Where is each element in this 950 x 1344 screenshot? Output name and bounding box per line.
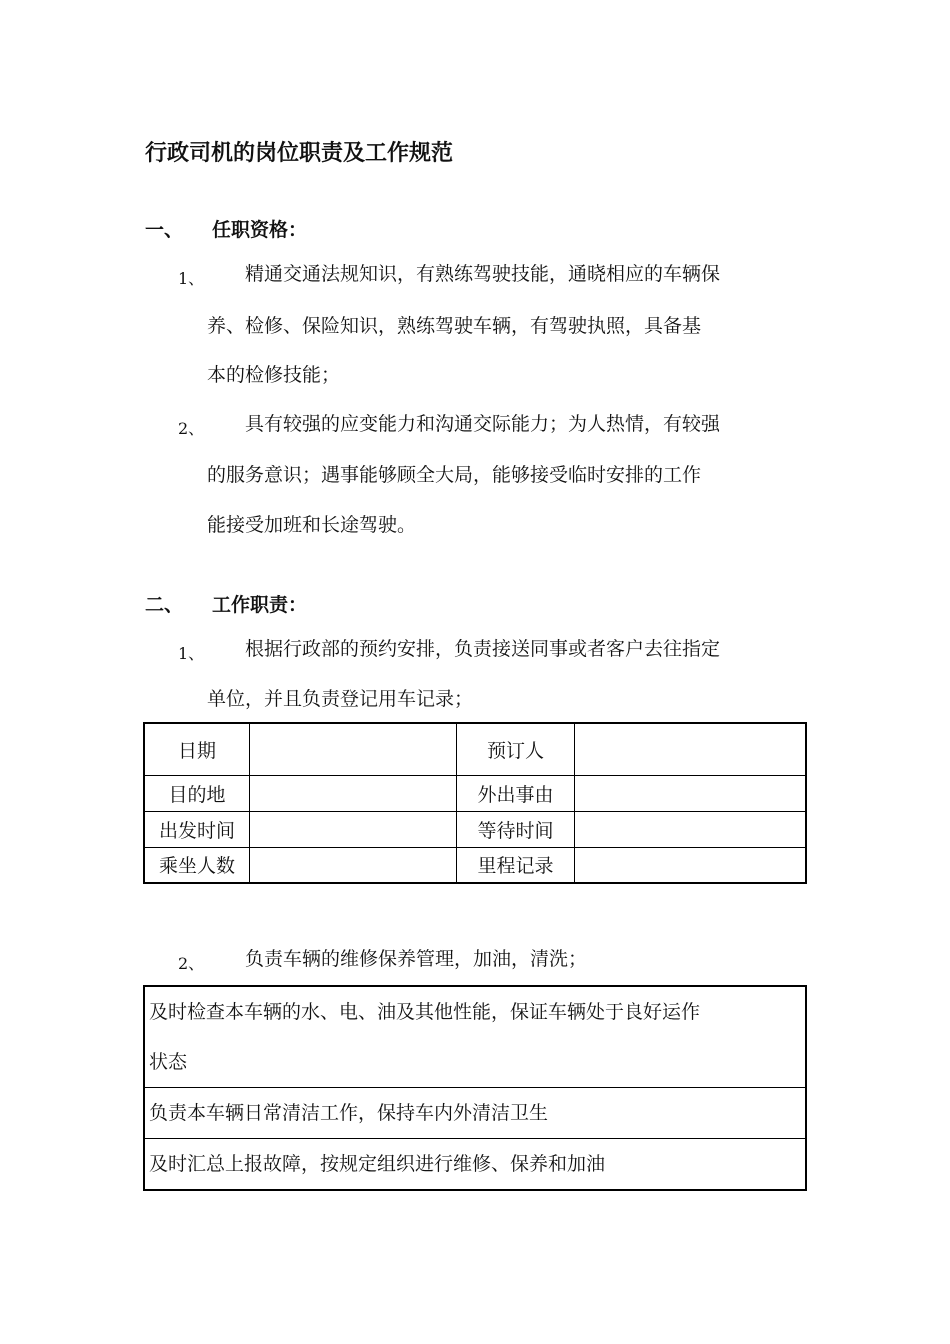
section2-heading: 工作职责： (212, 594, 308, 616)
table-cell-value (575, 847, 807, 883)
table-cell-label: 等待时间 (457, 811, 575, 847)
table-cell-label: 里程记录 (457, 847, 575, 883)
s1-item2-number: 2、 (178, 419, 205, 438)
s2-item2-text: 负责车辆的维修保养管理，加油，清洗； (245, 948, 588, 970)
table-cell-value (250, 723, 457, 775)
s2-item1-line2: 单位，并且负责登记用车记录； (207, 688, 474, 710)
s1-item1-line2: 养、检修、保险知识，熟练驾驶车辆，有驾驶执照，具备基 (207, 315, 702, 337)
table-cell-value (575, 775, 807, 811)
s1-item2-line2: 的服务意识；遇事能够顾全大局，能够接受临时安排的工作 (207, 464, 702, 486)
table-cell-label: 日期 (144, 723, 250, 775)
table-cell-label: 乘坐人数 (144, 847, 250, 883)
s1-item1-line3: 本的检修技能； (207, 364, 341, 386)
s2-item2-number: 2、 (178, 954, 205, 973)
table-row (144, 1088, 806, 1139)
table-cell-label: 外出事由 (457, 775, 575, 811)
section2-number: 二、 (145, 594, 184, 616)
table-cell-value (575, 811, 807, 847)
table-row (144, 723, 806, 775)
table-row (144, 775, 806, 811)
s1-item1-number: 1、 (178, 269, 205, 288)
table-row (144, 986, 806, 1088)
s2-item1-number: 1、 (178, 644, 205, 663)
table-cell-value (575, 723, 807, 775)
table-cell (144, 986, 806, 1088)
s2-item1-line1: 根据行政部的预约安排，负责接送同事或者客户去往指定 (245, 638, 721, 660)
table-cell-line: 状态 (149, 1051, 188, 1073)
table-cell-label: 预订人 (457, 723, 575, 775)
table-cell-value (250, 775, 457, 811)
table-row (144, 811, 806, 847)
table-row (144, 1139, 806, 1191)
section1-heading: 任职资格： (212, 219, 308, 241)
table-row (144, 847, 806, 883)
table-cell: 及时汇总上报故障，按规定组织进行维修、保养和加油 (144, 1139, 806, 1191)
s1-item2-line3: 能接受加班和长途驾驶。 (207, 514, 417, 536)
s1-item1-line1: 精通交通法规知识，有熟练驾驶技能，通晓相应的车辆保 (245, 263, 721, 285)
table-cell-line: 及时检查本车辆的水、电、油及其他性能，保证车辆处于良好运作 (149, 1001, 701, 1023)
s1-item2-line1: 具有较强的应变能力和沟通交际能力；为人热情，有较强 (245, 413, 721, 435)
table-cell-value (250, 847, 457, 883)
table-cell-value (250, 811, 457, 847)
page-title: 行政司机的岗位职责及工作规范 (145, 140, 454, 166)
table-cell-label: 目的地 (144, 775, 250, 811)
vehicle-log-table (143, 722, 807, 884)
table-cell-label: 出发时间 (144, 811, 250, 847)
table-cell: 负责本车辆日常清洁工作，保持车内外清洁卫生 (144, 1088, 806, 1139)
section1-number: 一、 (145, 219, 184, 241)
maintenance-table (143, 985, 807, 1191)
